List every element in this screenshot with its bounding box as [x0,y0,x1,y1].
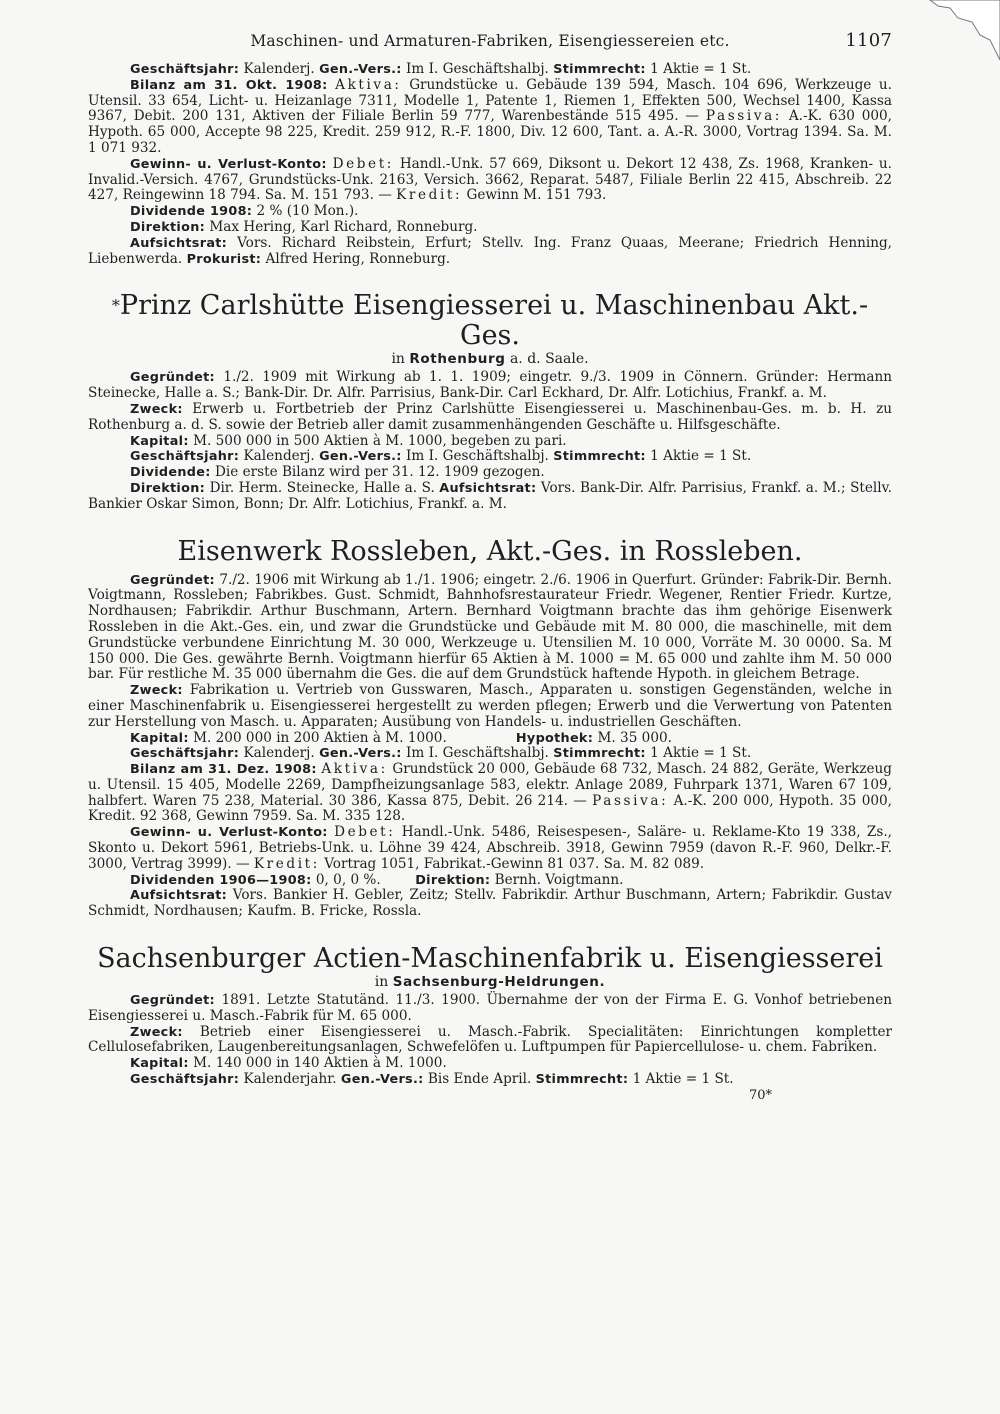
entry4-kapital: Kapital: M. 140 000 in 140 Aktien à M. 1000. [130,1055,447,1072]
entry-sachsenburger [88,944,892,1088]
entry1-dividende: Dividende 1908: 2 % (10 Mon.). [130,203,359,220]
entry4-geschaeftsjahr: Geschäftsjahr: Kalenderjahr. Gen.-Vers.: Bis Ende April. Stimmrecht: 1 Aktie = 1 St. [130,1071,734,1088]
entry3-kapital: Kapital: M. 200 000 in 200 Aktien à M. 1000. Hypothek: M. 35 000. [130,729,672,746]
entry3-aufsichtsrat: Aufsichtsrat: Vors. Bankier H. Gebler, Zeitz; Stellv. Fabrikdir. Arthur Buschmann, Artern; Fabrikdir. Gustav Schmidt, Nordhausen; Kaufm. B. Fricke, Rossla. [88,887,892,920]
entry-prinz-carlshuette [88,291,892,512]
company-title: Sachsenburger Actien-Maschinenfabrik u. Eisengiesserei [97,943,883,975]
entry2-kapital: Kapital: M. 500 000 in 500 Aktien à M. 1000, begeben zu pari. [130,432,567,449]
entry3-guv: Gewinn- u. Verlust-Konto: Debet: Handl.-Unk. 5486, Reisespesen-, Saläre- u. Reklame-Kto 19 338, Zs., Skonto u. Dekort 5961, Betriebs-Unk. u. Löhne 39 424, Abschreib. 3918, Gewinn 7959 (davon R.-F. 960, Delkr.-F. 3000, Vertrag 3999). — Kredit: Vortrag 1051, Fabrikat.-Gewinn 81 037. Sa. M. 82 089. [88,824,892,872]
entry2-zweck: Zweck: Erwerb u. Fortbetrieb der Prinz Carlshütte Eisengiesserei u. Maschinenbau-Ges. m. b. H. zu Rothenburg a. d. S. sowie der Betrieb aller damit zusammenhängenden Geschäfte u. Hilfsgeschäfte. [88,400,892,433]
company-location: in Rothenburg a. d. Saale. [391,351,589,368]
entry1-direktion: Direktion: Max Hering, Karl Richard, Ronneburg. [130,218,478,235]
page-number: 1107 [845,30,892,51]
entry2-dividende: Dividende: Die erste Bilanz wird per 31. 12. 1909 gezogen. [130,464,545,481]
entry1-bilanz: Bilanz am 31. Okt. 1908: Aktiva: Grundstücke u. Gebäude 139 594, Masch. 104 696, Werkzeuge u. Utensil. 33 654, Licht- u. Heizanlage 7311, Modelle 1, Patente 1, Riemen 1, Effekten 500, Wechsel 1400, Kassa 9367, Debit. 200 131, Aktiven der Filiale Berlin 59 777, Warenbestände 515 495. — Passiva: A.-K. 630 000, Hypoth. 65 000, Accepte 98 225, Kredit. 259 912, R.-F. 1800, Div. 12 600, Tant. a. A.-R. 3000, Vortrag 1394. Sa. M. 1 071 932. [88,76,893,156]
company-location: in Sachsenburg-Heldrungen. [374,974,606,991]
torn-corner-icon [910,0,1000,70]
header-title: Maschinen- und Armaturen-Fabriken, Eisengiessereien etc. [250,32,730,50]
entry3-bilanz: Bilanz am 31. Dez. 1908: Aktiva: Grundstück 20 000, Gebäude 68 732, Masch. 24 882, Geräte, Werkzeug u. Utensil. 15 405, Modelle 2269, Dampfheizungsanlage 583, elektr. Anlage 2089, Fuhrpark 1371, Waren 67 109, halbfert. Waren 75 238, Material. 30 386, Kassa 875, Debit. 26 214. — Passiva: A.-K. 200 000, Hypoth. 35 000, Kredit. 92 368, Gewinn 7959. Sa. M. 335 128. [88,761,892,825]
company-title: Eisenwerk Rossleben, Akt.-Ges. in Rossleben. [177,535,803,567]
entry3-dividenden: Dividenden 1906—1908: 0, 0, 0 %. Direktion: Bernh. Voigtmann. [130,871,624,888]
entry-continuation [88,62,892,267]
entry3-zweck: Zweck: Fabrikation u. Vertrieb von Gusswaren, Masch., Apparaten u. sonstigen Gegenständen, welche in einer Maschinenfabrik u. Eisengiesserei hergestellt zu werden pflegen; Erwerb und die Verwertung von Patenten zur Herstellung von Masch. u. Apparaten; Ausübung von Handels- u. industriellen Geschäften. [88,682,892,730]
running-header [88,32,892,62]
label: Geschäftsjahr: [130,62,240,77]
entry3-geschaeftsjahr: Geschäftsjahr: Kalenderj. Gen.-Vers.: Im I. Geschäftshalbj. Stimmrecht: 1 Aktie = 1 St. [130,745,752,762]
entry4-zweck: Zweck: Betrieb einer Eisengiesserei u. Masch.-Fabrik. Specialitäten: Einrichtungen kompletter Cellulosefabriken, Laugenbereitungsanlagen, Schwefelöfen u. Luftpumpen für Papiercellulose- u. chem. Fabriken. [88,1023,892,1056]
entry1-aufsichtsrat: Aufsichtsrat: Vors. Richard Reibstein, Erfurt; Stellv. Ing. Franz Quaas, Meerane; Friedrich Henning, Liebenwerda. Prokurist: Alfred Hering, Ronneburg. [88,234,892,267]
company-title: *Prinz Carlshütte Eisengiesserei u. Maschinenbau Akt.-Ges. [111,290,869,352]
entry1-guv: Gewinn- u. Verlust-Konto: Debet: Handl.-Unk. 57 669, Diksont u. Dekort 12 438, Zs. 1968, Kranken- u. Invalid.-Versich. 4767, Grundstücks-Unk. 2163, Versich. 3662, Reparat. 5487, Filiale Berlin 22 415, Abschreib. 22 427, Reingewinn 18 794. Sa. M. 151 793. — Kredit: Gewinn M. 151 793. [88,155,892,204]
entry-eisenwerk-rossleben [88,537,892,921]
signature-mark: 70* [748,1087,772,1103]
entry3-gegruendet: Gegründet: 7./2. 1906 mit Wirkung ab 1./1. 1906; eingetr. 2./6. 1906 in Querfurt. Gründer: Fabrik-Dir. Bernh. Voigtmann, Rossleben; Fabrikbes. Gust. Schmidt, Bahnhofsrestaurateur Friedr. Wegener, Rentier Friedr. Kurtze, Nordhausen; Fabrikdir. Arthur Buschmann, Artern. Bernhard Voigtmann brachte das ihm gehörige Eisenwerk Rossleben in die Akt.-Ges. ein, und zwar die Grundstücke und Gebäude mit M. 80 000, die maschinelle, mit dem Grundstücke verbundene Einrichtung M. 30 000, Werkzeuge u. Utensilien M. 10 000, Vorräte M. 30 0000. Sa. M 150 000. Die Ges. gewährte Bernh. Voigtmann hierfür 65 Aktien à M. 1000 = M. 65 000 und zahlte ihm M. 50 000 bar. Für restliche M. 35 000 übernahm die Ges. die auf dem Grundstück haftende Hypoth. in gleichem Betrage. [88,571,892,683]
marker: * [111,296,120,316]
entry4-gegruendet: Gegründet: 1891. Letzte Statutänd. 11./3. 1900. Übernahme der von der Firma E. G. Vonhof betriebenen Eisengiesserei u. Masch.-Fabrik für M. 65 000. [88,992,892,1024]
entry2-gegruendet: Gegründet: 1./2. 1909 mit Wirkung ab 1. 1. 1909; eingetr. 9./3. 1909 in Cönnern. Gründer: Hermann Steinecke, Halle a. S.; Bank-Dir. Dr. Alfr. Parrisius, Bank-Dir. Carl Eckhard, Dr. Alfr. Lotichius, Frankf. a. M. [88,369,892,402]
entry2-direktion: Direktion: Dir. Herm. Steinecke, Halle a. S. Aufsichtsrat: Vors. Bank-Dir. Alfr. Parrisius, Frankf. a. M.; Stellv. Bankier Oskar Simon, Bonn; Dr. Alfr. Lotichius, Frankf. a. M. [88,479,892,512]
entry2-geschaeftsjahr: Geschäftsjahr: Kalenderj. Gen.-Vers.: Im I. Geschäftshalbj. Stimmrecht: 1 Aktie = 1 St. [130,448,752,465]
entry1-geschaeftsjahr: Geschäftsjahr: Kalenderj. Gen.-Vers.: Im I. Geschäftshalbj. Stimmrecht: 1 Aktie = 1 St. [130,61,752,77]
